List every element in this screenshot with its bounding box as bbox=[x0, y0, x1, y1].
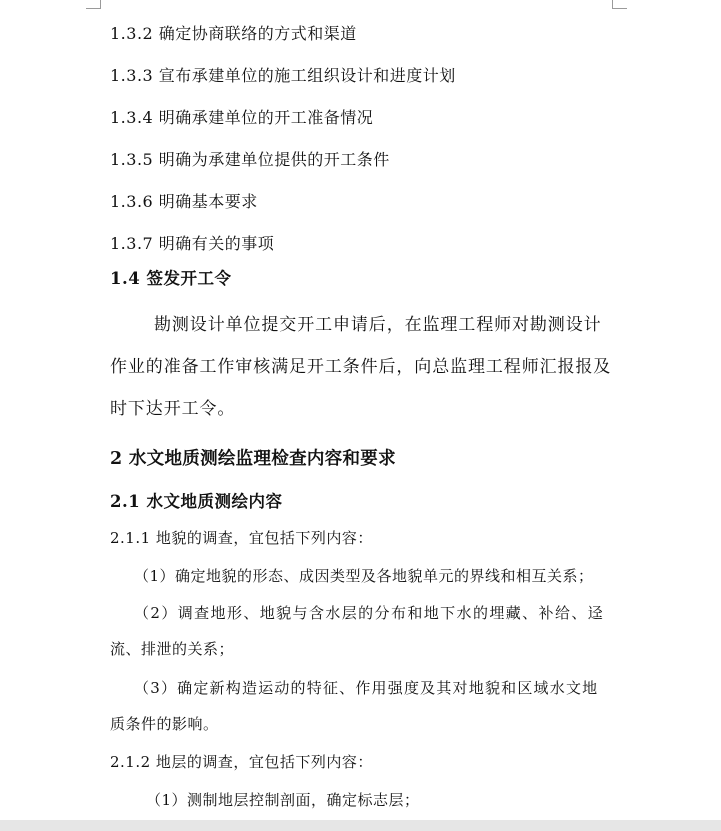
crop-mark-top-left bbox=[86, 0, 101, 9]
sub-item-line: （3）确定新构造运动的特征、作用强度及其对地貌和区域水文地 bbox=[134, 679, 599, 697]
toc-line-1-3-7: 1.3.7 明确有关的事项 bbox=[110, 234, 275, 253]
toc-line-1-3-2: 1.3.2 确定协商联络的方式和渠道 bbox=[110, 24, 357, 43]
sub-item-line: 质条件的影响。 bbox=[110, 715, 219, 733]
toc-line-1-3-5: 1.3.5 明确为承建单位提供的开工条件 bbox=[110, 150, 390, 169]
sub-item-line: （1）测制地层控制剖面，确定标志层； bbox=[146, 791, 420, 809]
paragraph-line: 勘测设计单位提交开工申请后，在监理工程师对勘测设计 bbox=[154, 315, 602, 335]
paragraph-line: 作业的准备工作审核满足开工条件后，向总监理工程师汇报报及 bbox=[110, 357, 612, 377]
sub-item-line: （2）调查地形、地貌与含水层的分布和地下水的埋藏、补给、迳 bbox=[134, 604, 605, 622]
toc-line-1-3-3: 1.3.3 宣布承建单位的施工组织设计和进度计划 bbox=[110, 66, 456, 85]
crop-mark-top-right bbox=[612, 0, 627, 9]
heading-1-4: 1.4 签发开工令 bbox=[110, 269, 232, 288]
page-gap bbox=[0, 820, 721, 831]
toc-line-1-3-6: 1.3.6 明确基本要求 bbox=[110, 192, 258, 211]
toc-line-1-3-4: 1.3.4 明确承建单位的开工准备情况 bbox=[110, 108, 374, 127]
sub-item-line: 流、排泄的关系； bbox=[110, 640, 235, 658]
item-2-1-1: 2.1.1 地貌的调查，宜包括下列内容： bbox=[110, 529, 373, 547]
heading-2: 2 水文地质测绘监理检查内容和要求 bbox=[110, 449, 396, 469]
sub-item-line: （1）确定地貌的形态、成因类型及各地貌单元的界线和相互关系； bbox=[134, 567, 594, 585]
item-2-1-2: 2.1.2 地层的调查，宜包括下列内容： bbox=[110, 753, 373, 771]
heading-2-1: 2.1 水文地质测绘内容 bbox=[110, 492, 283, 511]
paragraph-line: 时下达开工令。 bbox=[110, 399, 236, 419]
